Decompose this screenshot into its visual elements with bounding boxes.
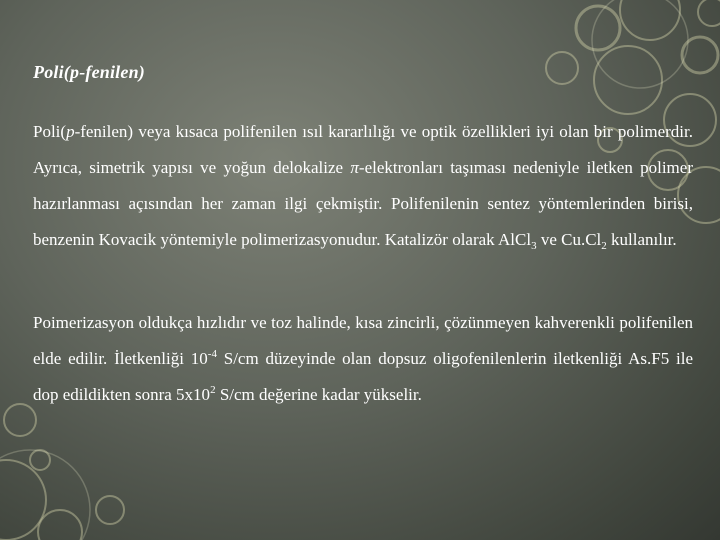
text-segment-italic: p (66, 122, 75, 141)
superscript: -4 (207, 348, 217, 360)
text-segment: Poli( (33, 122, 67, 141)
text-segment: -fenilen) veya kısaca polifenilen ısıl kararlılığı ve optik özellikleri iyi olan bir polimerdir. Ayrıca, simetrik yapısı ve yoğun delokalize (33, 122, 693, 177)
text-segment: S/cm düzeyinde olan dopsuz oligofenilenlerin iletkenliği As.F5 ile dop edildikten sonra 5x10 (33, 349, 693, 404)
subscript: 2 (601, 240, 607, 252)
text-segment: -elektronları taşıması nedeniyle iletken polimer hazırlanması açısından her zaman ilgi çekmiştir. Polifenilenin sentez yöntemlerinden birisi, benzenin Kovacik yöntemiyle polimerizasyonudur. Katalizör olarak AlCl (33, 158, 693, 249)
slide-content (33, 0, 693, 540)
superscript: 2 (210, 384, 216, 396)
text-segment: kullanılır. (606, 230, 677, 249)
text-segment: S/cm değerine kadar yükselir. (215, 385, 422, 404)
text-segment: ve Cu.Cl (536, 230, 602, 249)
text-segment: Poimerizasyon oldukça hızlıdır ve toz halinde, kısa zincirli, çözünmeyen kahverenkli polifenilen elde edilir. İletkenliği 10 (33, 313, 693, 368)
pi-symbol: π (350, 158, 359, 177)
slide-title: Poli(p-fenilen) (33, 62, 145, 82)
paragraph-polymerization (33, 305, 693, 413)
subscript: 3 (531, 240, 537, 252)
paragraph-intro (33, 114, 693, 258)
